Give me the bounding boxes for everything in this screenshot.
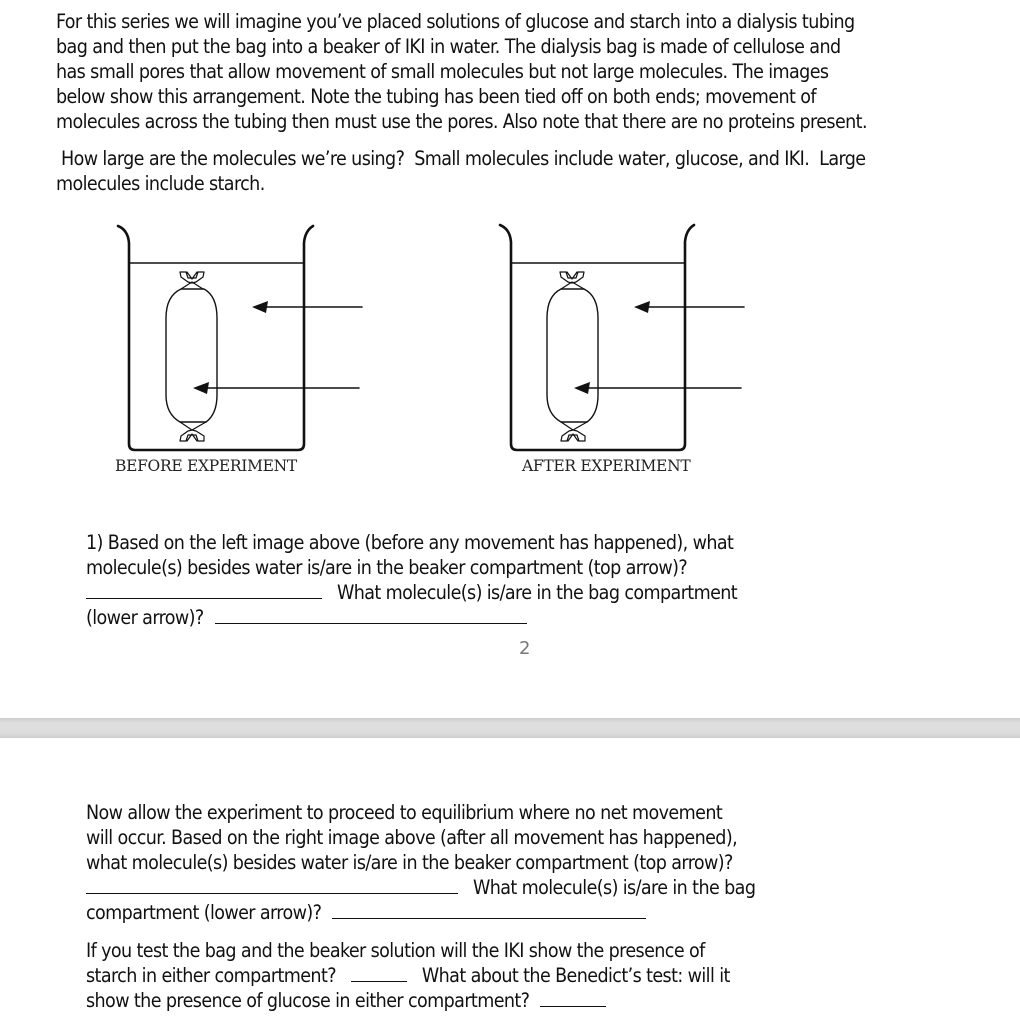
question-3 — [86, 938, 846, 1013]
q1-bag-answer-blank[interactable] — [215, 605, 527, 624]
bag-tie-bottom-icon — [180, 422, 206, 441]
size-line: molecules include starch. — [56, 172, 265, 195]
question-1 — [86, 530, 826, 630]
beaker-outline — [500, 225, 694, 450]
intro-line: bag and then put the bag into a beaker of IKI in water. The dialysis bag is made of cellulose and — [56, 35, 841, 58]
intro-line: For this series we will imagine you’ve placed solutions of glucose and starch into a dialysis tubing — [56, 10, 855, 33]
molecule-size-paragraph — [56, 146, 976, 196]
question-2 — [86, 800, 846, 925]
q2-line: will occur. Based on the right image above (after all movement has happened), — [86, 826, 738, 849]
after-caption: AFTER EXPERIMENT — [522, 457, 691, 475]
beaker-outline — [118, 226, 313, 450]
intro-paragraph — [56, 9, 976, 134]
dialysis-bag — [547, 289, 598, 422]
intro-line: molecules across the tubing then must use the pores. Also note that there are no proteins present. — [56, 110, 867, 133]
q2-bag-answer-blank[interactable] — [332, 900, 646, 919]
bag-tie-top-icon — [180, 272, 204, 289]
page-number: 2 — [519, 638, 531, 659]
q2-line: What molecule(s) is/are in the bag — [472, 876, 756, 899]
before-experiment-diagram — [110, 215, 370, 460]
page-separator — [0, 718, 1020, 738]
q1-line: molecule(s) besides water is/are in the beaker compartment (top arrow)? — [86, 556, 688, 579]
q3-line: What about the Benedict’s test: will it — [421, 964, 730, 987]
bag-tie-bottom-icon — [561, 422, 587, 441]
arrowhead-icon — [193, 382, 209, 394]
bag-tie-top-icon — [560, 272, 584, 289]
q3-iki-answer-blank[interactable] — [351, 963, 407, 982]
q2-line: Now allow the experiment to proceed to equilibrium where no net movement — [86, 801, 723, 824]
q1-beaker-answer-blank[interactable] — [86, 580, 322, 599]
q2-line: compartment (lower arrow)? — [86, 901, 322, 924]
intro-line: below show this arrangement. Note the tubing has been tied off on both ends; movement of — [56, 85, 816, 108]
q2-line: what molecule(s) besides water is/are in the beaker compartment (top arrow)? — [86, 851, 733, 874]
q2-beaker-answer-blank[interactable] — [86, 875, 458, 894]
q1-line: What molecule(s) is/are in the bag compartment — [336, 581, 738, 604]
size-line: How large are the molecules we’re using? Small molecules include water, glucose, and IKI. Large — [56, 147, 866, 170]
q1-line: 1) Based on the left image above (before any movement has happened), what — [86, 531, 734, 554]
intro-line: has small pores that allow movement of small molecules but not large molecules. The images — [56, 60, 829, 83]
before-caption: BEFORE EXPERIMENT — [115, 457, 297, 475]
arrowhead-icon — [574, 382, 590, 394]
q3-line: show the presence of glucose in either compartment? — [86, 989, 530, 1012]
q3-line: If you test the bag and the beaker solution will the IKI show the presence of — [86, 939, 705, 962]
arrowhead-icon — [252, 301, 268, 313]
dialysis-bag — [166, 289, 217, 422]
q3-line: starch in either compartment? — [86, 964, 336, 987]
after-experiment-diagram — [495, 215, 755, 460]
q1-line: (lower arrow)? — [86, 606, 204, 629]
arrowhead-icon — [634, 301, 650, 313]
q3-benedict-answer-blank[interactable] — [540, 988, 606, 1007]
